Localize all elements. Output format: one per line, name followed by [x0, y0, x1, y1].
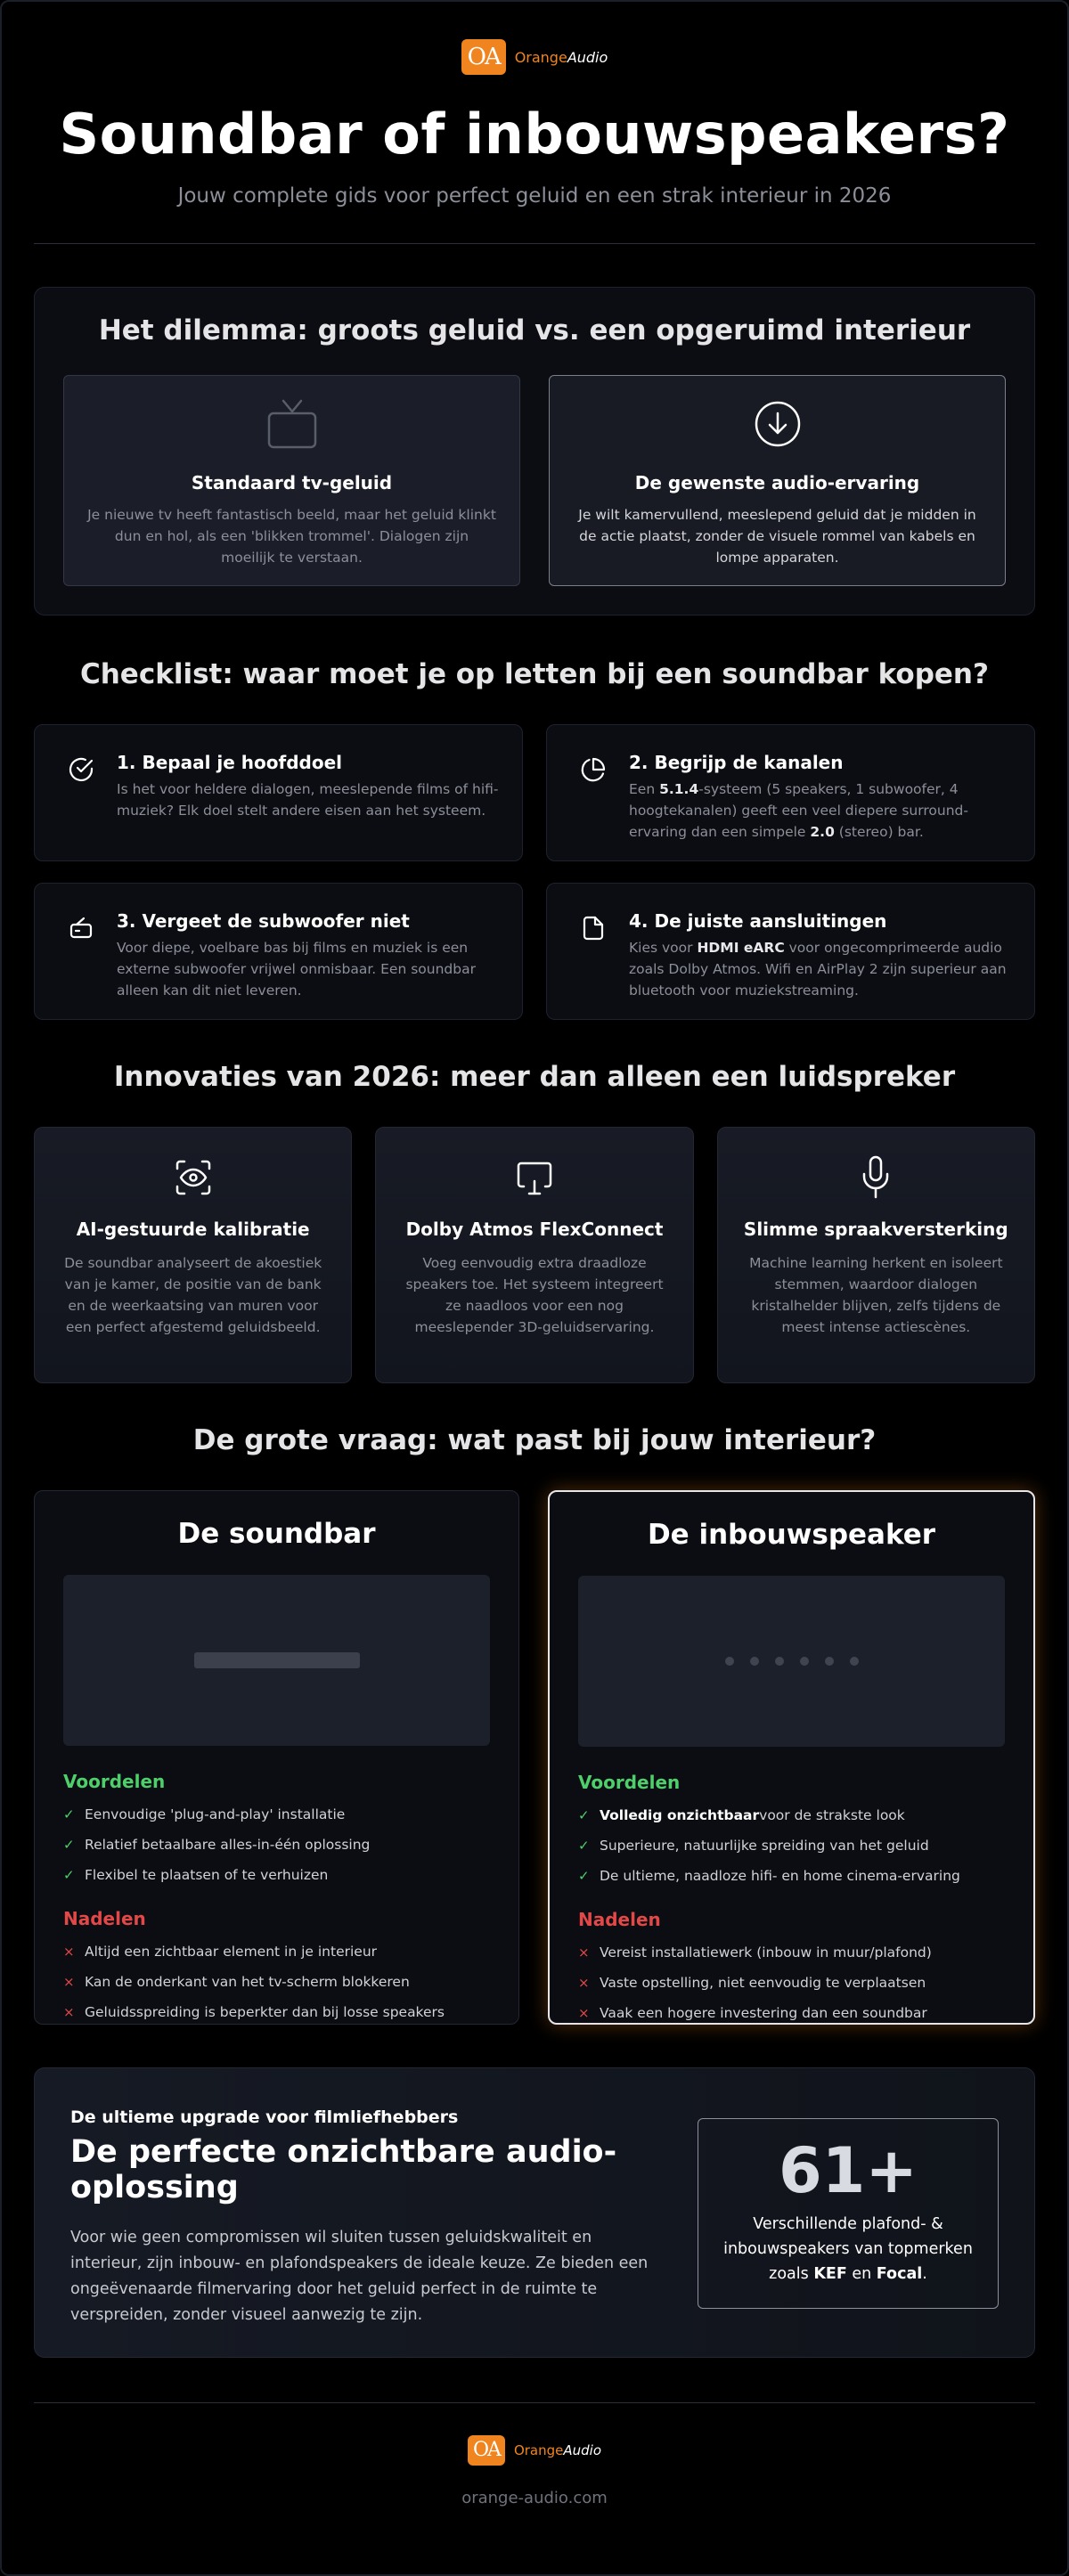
checklist-item	[546, 724, 1035, 861]
cross-icon: ×	[578, 2005, 590, 2021]
ultimate-section	[34, 2067, 1035, 2358]
airplay-icon	[397, 1153, 671, 1202]
speaker-dot	[825, 1657, 834, 1666]
pro-text	[600, 1807, 905, 1823]
cross-icon: ×	[63, 1974, 75, 1990]
logo-text	[514, 2442, 601, 2458]
pro-text: Superieure, natuurlijke spreiding van het geluid	[600, 1838, 929, 1854]
logo-text-white: Audio	[563, 2442, 602, 2458]
dilemma-card-text: Je wilt kamervullend, meeslepend geluid dat je midden in de actie plaatst, zonder de visuele rommel van kabels en lompe apparaten.	[578, 507, 976, 566]
footer-url-link[interactable]: orange-audio.com	[461, 2489, 608, 2507]
con-text: Vaste opstelling, niet eenvoudig te verplaatsen	[600, 1975, 926, 1991]
check-circle-icon	[67, 752, 99, 860]
logo-mark: OA	[461, 39, 506, 75]
check-icon: ✓	[63, 1867, 75, 1883]
checklist-item-text	[629, 779, 1011, 843]
checklist-heading: Checklist: waar moet je op letten bij een soundbar kopen?	[79, 658, 989, 690]
check-icon: ✓	[578, 1807, 590, 1823]
microphone-icon	[739, 1153, 1013, 1202]
checklist-item-text	[629, 937, 1011, 1001]
text-bold: KEF	[813, 2265, 847, 2283]
brand-logo[interactable]	[461, 39, 608, 75]
text-part: voor ongecomprimeerde audio zoals Dolby Atmos. Wifi en AirPlay 2 zijn superieur aan bluetooth voor muziekstreaming.	[629, 940, 1007, 999]
speaker-dot	[725, 1657, 734, 1666]
cross-icon: ×	[63, 1944, 75, 1960]
con-item	[63, 1944, 490, 1960]
con-item	[578, 1944, 1005, 1961]
dilemma-section	[34, 287, 1035, 615]
checklist-item-text: Is het voor heldere dialogen, meeslepende films of hifi-muziek? Elk doel stelt andere eisen aan het systeem.	[117, 781, 499, 819]
pro-item	[63, 1806, 490, 1822]
cross-icon: ×	[578, 1944, 590, 1961]
innovation-text: Machine learning herkent en isoleert stemmen, waardoor dialogen kristalhelder blijven, zelfs tijdens de meest intense actiescènes.	[749, 1255, 1003, 1335]
soundbar-shape	[194, 1652, 360, 1668]
eye-scan-icon	[56, 1153, 330, 1202]
text-bold: Focal	[876, 2265, 923, 2283]
dilemma-heading: Het dilemma: groots geluid vs. een opgeruimd interieur	[98, 314, 971, 346]
ultimate-kicker: De ultieme upgrade voor filmliefhebbers	[70, 2107, 459, 2127]
download-circle-icon	[573, 397, 982, 451]
speaker-dot	[800, 1657, 809, 1666]
cons-heading: Nadelen	[63, 1908, 146, 1929]
ultimate-title: De perfecte onzichtbare audio-oplossing	[70, 2134, 617, 2205]
check-icon: ✓	[63, 1837, 75, 1853]
logo-mark: OA	[468, 2435, 505, 2466]
text-part: Kies voor	[629, 940, 698, 956]
pro-item	[578, 1838, 1005, 1854]
innovations-grid	[34, 1127, 1035, 1383]
innovation-title: AI-gestuurde kalibratie	[76, 1219, 310, 1240]
text-bold: 2.0	[810, 824, 835, 840]
check-icon: ✓	[578, 1838, 590, 1854]
text-part: Een	[629, 781, 660, 797]
soundbar-card	[34, 1490, 519, 2025]
checklist-grid	[34, 724, 1035, 1020]
con-item	[578, 2005, 1005, 2021]
cross-icon: ×	[578, 1975, 590, 1991]
check-icon: ✓	[578, 1868, 590, 1884]
inbouwspeaker-card	[548, 1490, 1035, 2025]
pro-text: De ultieme, naadloze hifi- en home cinema-ervaring	[600, 1868, 960, 1884]
pros-heading: Voordelen	[578, 1772, 681, 1793]
pie-chart-icon	[579, 752, 611, 860]
innovation-card	[717, 1127, 1035, 1383]
checklist-item	[34, 883, 523, 1020]
innovation-title: Dolby Atmos FlexConnect	[405, 1219, 664, 1240]
innovation-text: De soundbar analyseert de akoestiek van je kamer, de positie van de bank en de weerkaatsing van muren voor een perfect afgestemd geluidsbeeld.	[64, 1255, 322, 1335]
speaker-dot	[775, 1657, 784, 1666]
con-item	[63, 1974, 490, 1990]
dilemma-card-title: De gewenste audio-ervaring	[634, 472, 920, 493]
text-bold: HDMI eARC	[697, 940, 785, 956]
pro-item	[578, 1807, 1005, 1823]
checklist-item-title: 4. De juiste aansluitingen	[629, 910, 887, 932]
con-item	[578, 1975, 1005, 1991]
speaker-dot	[750, 1657, 759, 1666]
stat-number: 61+	[778, 2134, 918, 2207]
checklist-item-title: 2. Begrijp de kanalen	[629, 752, 844, 773]
radio-icon	[67, 910, 99, 1019]
ultimate-text: Voor wie geen compromissen wil sluiten tussen geluidskwaliteit en interieur, zijn inbouw- en plafondspeakers de ideale keuze. Ze bieden een ongeëvenaarde filmervaring door het geluid perfect in de ruimte te verspreiden, zonder visueel aanwezig te zijn.	[70, 2229, 649, 2324]
inbouwspeaker-title: De inbouwspeaker	[647, 1519, 936, 1551]
dilemma-card-title: Standaard tv-geluid	[191, 472, 393, 493]
footer-logo[interactable]	[468, 2435, 601, 2466]
stat-box	[698, 2118, 999, 2309]
innovation-text: Voeg eenvoudig extra draadloze speakers toe. Het systeem integreert ze naadloos voor een nog meeslepender 3D-geluidservaring.	[405, 1255, 664, 1335]
text-part: -systeem (5 speakers, 1 subwoofer, 4 hoogtekanalen) geeft een veel diepere surround-ervaring dan een simpele	[629, 781, 968, 840]
inbouwspeaker-visual	[578, 1576, 1005, 1747]
soundbar-visual	[63, 1575, 490, 1746]
page-subtitle: Jouw complete gids voor perfect geluid en een strak interieur in 2026	[177, 184, 892, 208]
innovation-card	[375, 1127, 693, 1383]
cons-heading: Nadelen	[578, 1909, 661, 1930]
innovation-card	[34, 1127, 352, 1383]
con-text: Vereist installatiewerk (inbouw in muur/plafond)	[600, 1944, 932, 1961]
pros-heading: Voordelen	[63, 1771, 166, 1792]
text-part: Verschillende plafond- & inbouwspeakers van topmerken zoals	[723, 2215, 973, 2283]
logo-text-orange: Orange	[514, 48, 567, 66]
speaker-dot	[850, 1657, 859, 1666]
page-title: Soundbar of inbouwspeakers?	[59, 102, 1010, 167]
logo-text-white: Audio	[567, 48, 608, 66]
text-bold: Volledig onzichtbaar	[600, 1807, 760, 1823]
text-part: (stereo) bar.	[834, 824, 924, 840]
footer	[2, 2403, 1067, 2507]
tv-icon	[87, 397, 496, 451]
logo-text	[515, 49, 608, 66]
dilemma-card-standard	[63, 375, 520, 586]
text-bold: 5.1.4	[659, 781, 699, 797]
checklist-item-text: Voor diepe, voelbare bas bij films en muziek is een externe subwoofer vrijwel onmisbaar. Een soundbar alleen kan dit niet leveren.	[117, 940, 476, 999]
text-part: en	[846, 2265, 877, 2283]
pro-item	[63, 1867, 490, 1883]
con-text: Kan de onderkant van het tv-scherm blokkeren	[85, 1974, 410, 1990]
divider	[34, 243, 1035, 244]
con-text: Vaak een hogere investering dan een soundbar	[600, 2005, 927, 2021]
pro-text: Relatief betaalbare alles-in-één oplossing	[85, 1837, 371, 1853]
pro-text: Eenvoudige 'plug-and-play' installatie	[85, 1806, 346, 1822]
compare-grid	[34, 1490, 1035, 2025]
dilemma-card-text: Je nieuwe tv heeft fantastisch beeld, maar het geluid klinkt dun en hol, als een 'blikken trommel'. Dialogen zijn moeilijk te verstaan.	[87, 507, 496, 566]
header	[2, 2, 1067, 208]
check-icon: ✓	[63, 1806, 75, 1822]
pro-item	[578, 1868, 1005, 1884]
cross-icon: ×	[63, 2004, 75, 2020]
checklist-item	[34, 724, 523, 861]
con-text: Geluidsspreiding is beperkter dan bij losse speakers	[85, 2004, 445, 2020]
pro-text: Flexibel te plaatsen of te verhuizen	[85, 1867, 329, 1883]
checklist-item-title: 1. Bepaal je hoofddoel	[117, 752, 343, 773]
con-item	[63, 2004, 490, 2020]
text-part: .	[922, 2265, 927, 2283]
compare-heading: De grote vraag: wat past bij jouw interieur?	[192, 1424, 877, 1456]
innovation-title: Slimme spraakversterking	[743, 1219, 1008, 1240]
checklist-item	[546, 883, 1035, 1020]
soundbar-title: De soundbar	[177, 1518, 376, 1550]
file-icon	[579, 910, 611, 1019]
logo-text-orange: Orange	[513, 2442, 564, 2458]
text-part: voor de strakste look	[759, 1807, 905, 1823]
pro-item	[63, 1837, 490, 1853]
checklist-item-title: 3. Vergeet de subwoofer niet	[117, 910, 410, 932]
innovations-heading: Innovaties van 2026: meer dan alleen een luidspreker	[113, 1061, 956, 1093]
dilemma-card-desired	[549, 375, 1006, 586]
stat-description	[698, 2212, 998, 2287]
con-text: Altijd een zichtbaar element in je interieur	[85, 1944, 378, 1960]
